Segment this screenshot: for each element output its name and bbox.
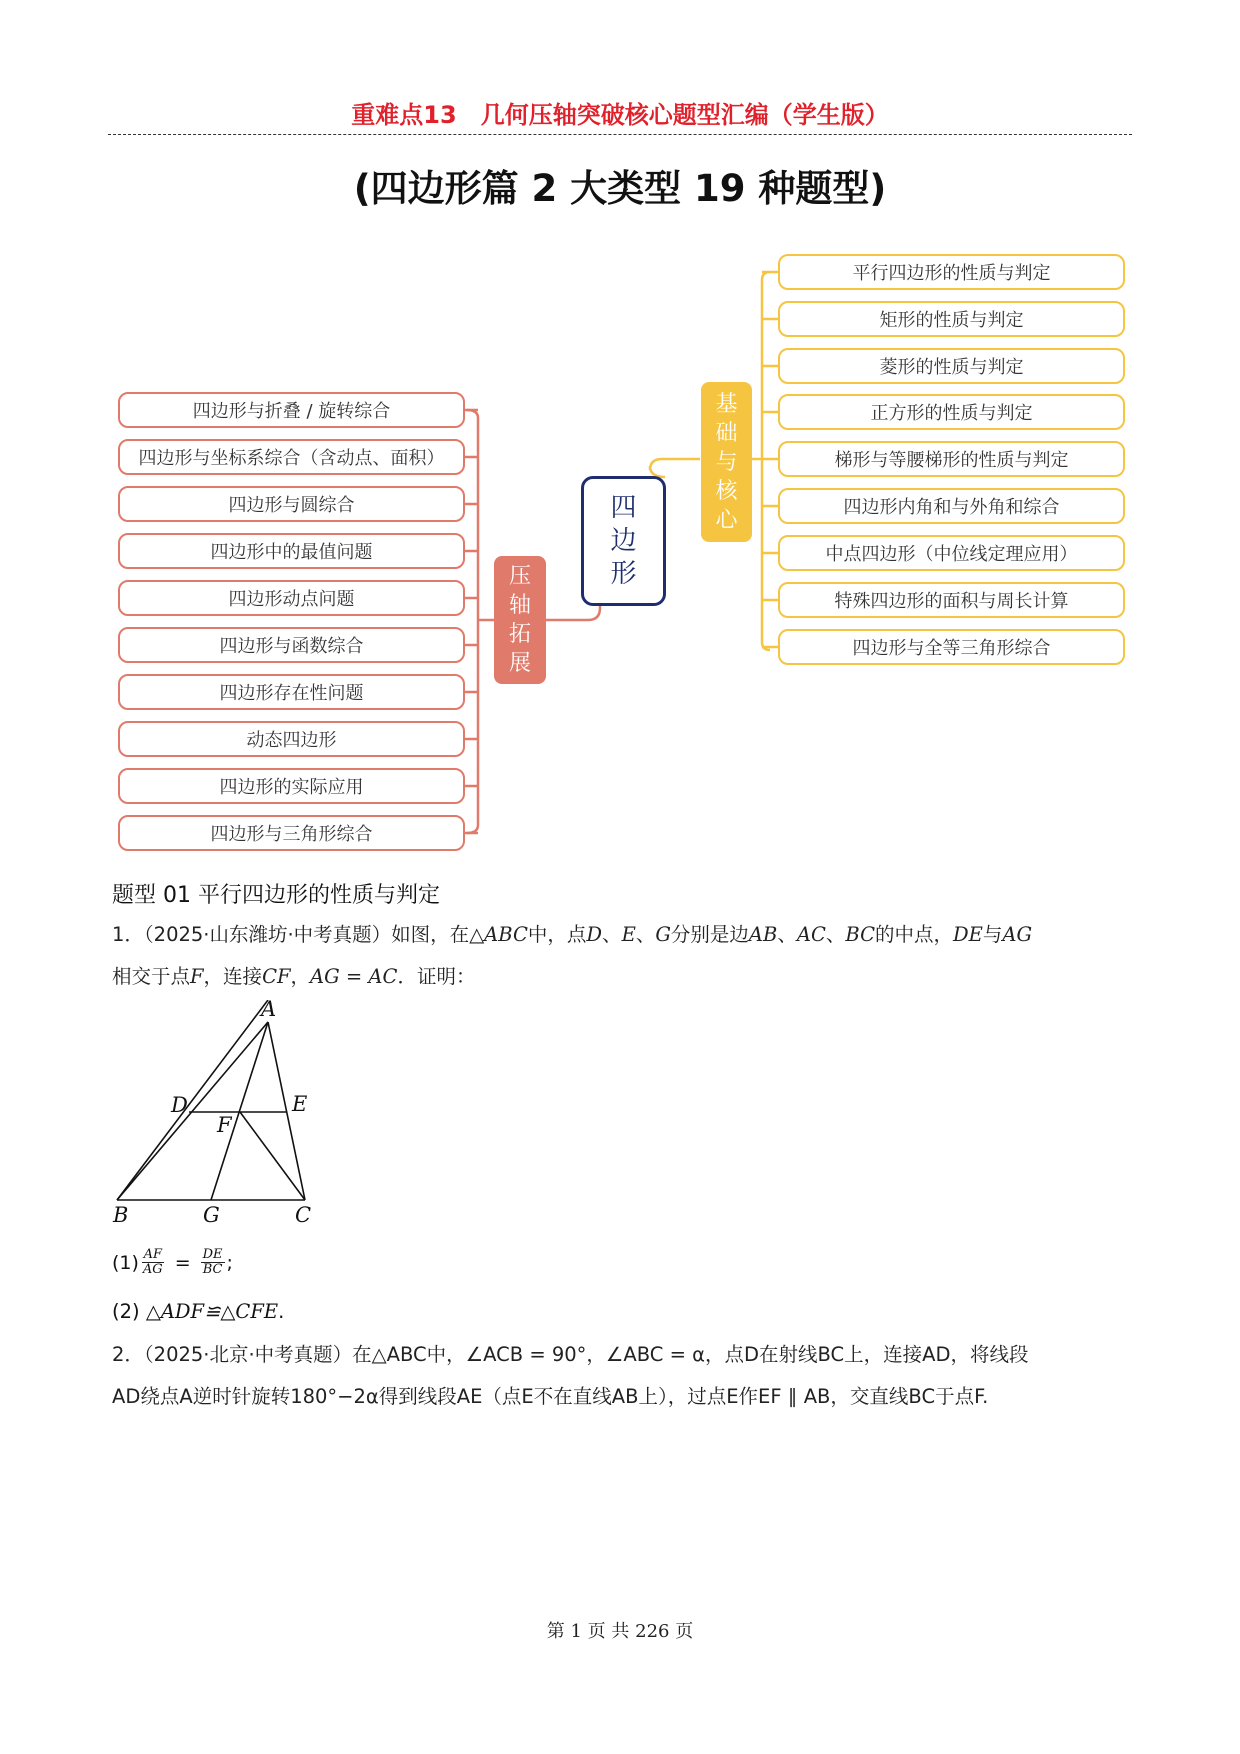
advanced-item: 四边形与圆综合 <box>118 486 465 522</box>
advanced-item: 四边形中的最值问题 <box>118 533 465 569</box>
text: 1．（2025·山东潍坊·中考真题）如图，在 <box>112 923 470 946</box>
basic-item: 正方形的性质与判定 <box>778 394 1125 430</box>
label-F: F <box>217 1113 232 1137</box>
center-char: 形 <box>610 558 637 589</box>
text: 相交于点 <box>112 965 191 988</box>
question-1-part-2 <box>112 1300 284 1323</box>
numerator: DE <box>202 1247 223 1262</box>
part-number: (1) <box>112 1251 139 1274</box>
math: △ABC <box>469 923 528 946</box>
part-number: (2) <box>112 1300 140 1323</box>
segment-AB <box>117 1000 268 1200</box>
center-char: 边 <box>610 525 637 556</box>
center-to-basic <box>650 459 700 477</box>
label-B: B <box>113 1203 129 1227</box>
branch-char: 拓 <box>508 622 531 647</box>
text: 、 <box>777 923 797 946</box>
label-E: E <box>292 1092 308 1116</box>
text: ．证明： <box>397 965 476 988</box>
math: CF <box>262 965 291 988</box>
text: 、 <box>602 923 622 946</box>
basic-item-connectors <box>752 272 778 647</box>
basic-item: 平行四边形的性质与判定 <box>778 254 1125 290</box>
numerator: AF <box>143 1247 163 1262</box>
text: 、 <box>825 923 846 946</box>
math: AG = AC <box>310 965 398 988</box>
advanced-item: 四边形的实际应用 <box>118 768 465 804</box>
advanced-bracket <box>467 410 478 833</box>
text: ，连接 <box>203 965 263 988</box>
branch-char: 轴 <box>508 593 531 618</box>
label-D: D <box>171 1093 188 1117</box>
text: 与 <box>982 923 1003 946</box>
basic-bracket <box>762 272 770 650</box>
segment-AB <box>117 1022 268 1200</box>
center-node <box>581 476 666 606</box>
advanced-item: 动态四边形 <box>118 721 465 757</box>
branch-char: 核 <box>715 478 738 504</box>
branch-char: 心 <box>715 507 738 533</box>
header-title: 重难点13 几何压轴突破核心题型汇编（学生版） <box>351 101 889 129</box>
equals-sign: = <box>174 1251 191 1274</box>
math: G <box>655 923 671 946</box>
question-2-line-2: AD绕点A逆时针旋转180°−2α得到线段AE（点E不在直线AB上），过点E作EF ∥ AB，交直线BC于点F. <box>112 1385 989 1408</box>
basic-branch-label <box>701 382 752 542</box>
math: DE <box>953 923 983 946</box>
advanced-item: 四边形与坐标系综合（含动点、面积） <box>118 439 465 475</box>
advanced-item: 四边形存在性问题 <box>118 674 465 710</box>
page-footer: 第 1 页 共 226 页 <box>546 1621 694 1642</box>
advanced-branch-label <box>494 556 546 684</box>
branch-char: 压 <box>508 564 531 589</box>
math: AC <box>796 923 826 946</box>
fraction-af-ag <box>141 1248 165 1277</box>
advanced-item: 四边形与折叠 / 旋转综合 <box>118 392 465 428</box>
question-2-line-1: 2．（2025·北京·中考真题）在△ABC中，∠ACB = 90°，∠ABC = α，点D在射线BC上，连接AD，将线段 <box>112 1343 1029 1366</box>
basic-item: 矩形的性质与判定 <box>778 301 1125 337</box>
center-char: 四 <box>610 492 637 523</box>
math: △ADF≌△CFE <box>145 1300 279 1323</box>
math: D <box>586 923 603 946</box>
question-1-part-1 <box>112 1248 233 1277</box>
question-2-text <box>112 1334 1132 1418</box>
section-heading: 题型 01 平行四边形的性质与判定 <box>112 883 440 908</box>
math: BC <box>845 923 876 946</box>
basic-item: 梯形与等腰梯形的性质与判定 <box>778 441 1125 477</box>
math: AG <box>1002 923 1033 946</box>
text: 的中点， <box>875 923 954 946</box>
branch-char: 础 <box>715 420 738 446</box>
branch-char: 与 <box>715 449 738 475</box>
question-1-line-1 <box>112 914 1132 956</box>
denominator: BC <box>202 1262 223 1277</box>
basic-item: 中点四边形（中位线定理应用） <box>778 535 1125 571</box>
branch-char: 基 <box>715 391 738 417</box>
segment-AG <box>211 1022 268 1200</box>
denominator: AG <box>142 1262 163 1277</box>
math: E <box>621 923 636 946</box>
advanced-item: 四边形与三角形综合 <box>118 815 465 851</box>
fraction-de-bc <box>201 1248 225 1277</box>
math: F <box>190 965 204 988</box>
basic-item: 特殊四边形的面积与周长计算 <box>778 582 1125 618</box>
branch-char: 展 <box>508 651 531 676</box>
label-A: A <box>261 1000 277 1021</box>
text: 分别是边 <box>670 923 749 946</box>
label-G: G <box>203 1203 220 1227</box>
advanced-item-connectors <box>465 410 494 833</box>
text: ， <box>290 965 311 988</box>
basic-item: 四边形内角和与外角和综合 <box>778 488 1125 524</box>
text: . <box>278 1300 285 1323</box>
text: 、 <box>635 923 656 946</box>
question-1-line-2 <box>112 956 1132 998</box>
question-1-figure <box>105 1000 325 1230</box>
question-1-text <box>112 914 1132 998</box>
text: ; <box>226 1251 233 1274</box>
math: AB <box>748 923 778 946</box>
label-C: C <box>295 1203 312 1227</box>
text: 中，点 <box>527 923 587 946</box>
basic-item: 菱形的性质与判定 <box>778 348 1125 384</box>
advanced-item: 四边形动点问题 <box>118 580 465 616</box>
page-title: (四边形篇 2 大类型 19 种题型) <box>353 167 887 210</box>
basic-item: 四边形与全等三角形综合 <box>778 629 1125 665</box>
advanced-item: 四边形与函数综合 <box>118 627 465 663</box>
